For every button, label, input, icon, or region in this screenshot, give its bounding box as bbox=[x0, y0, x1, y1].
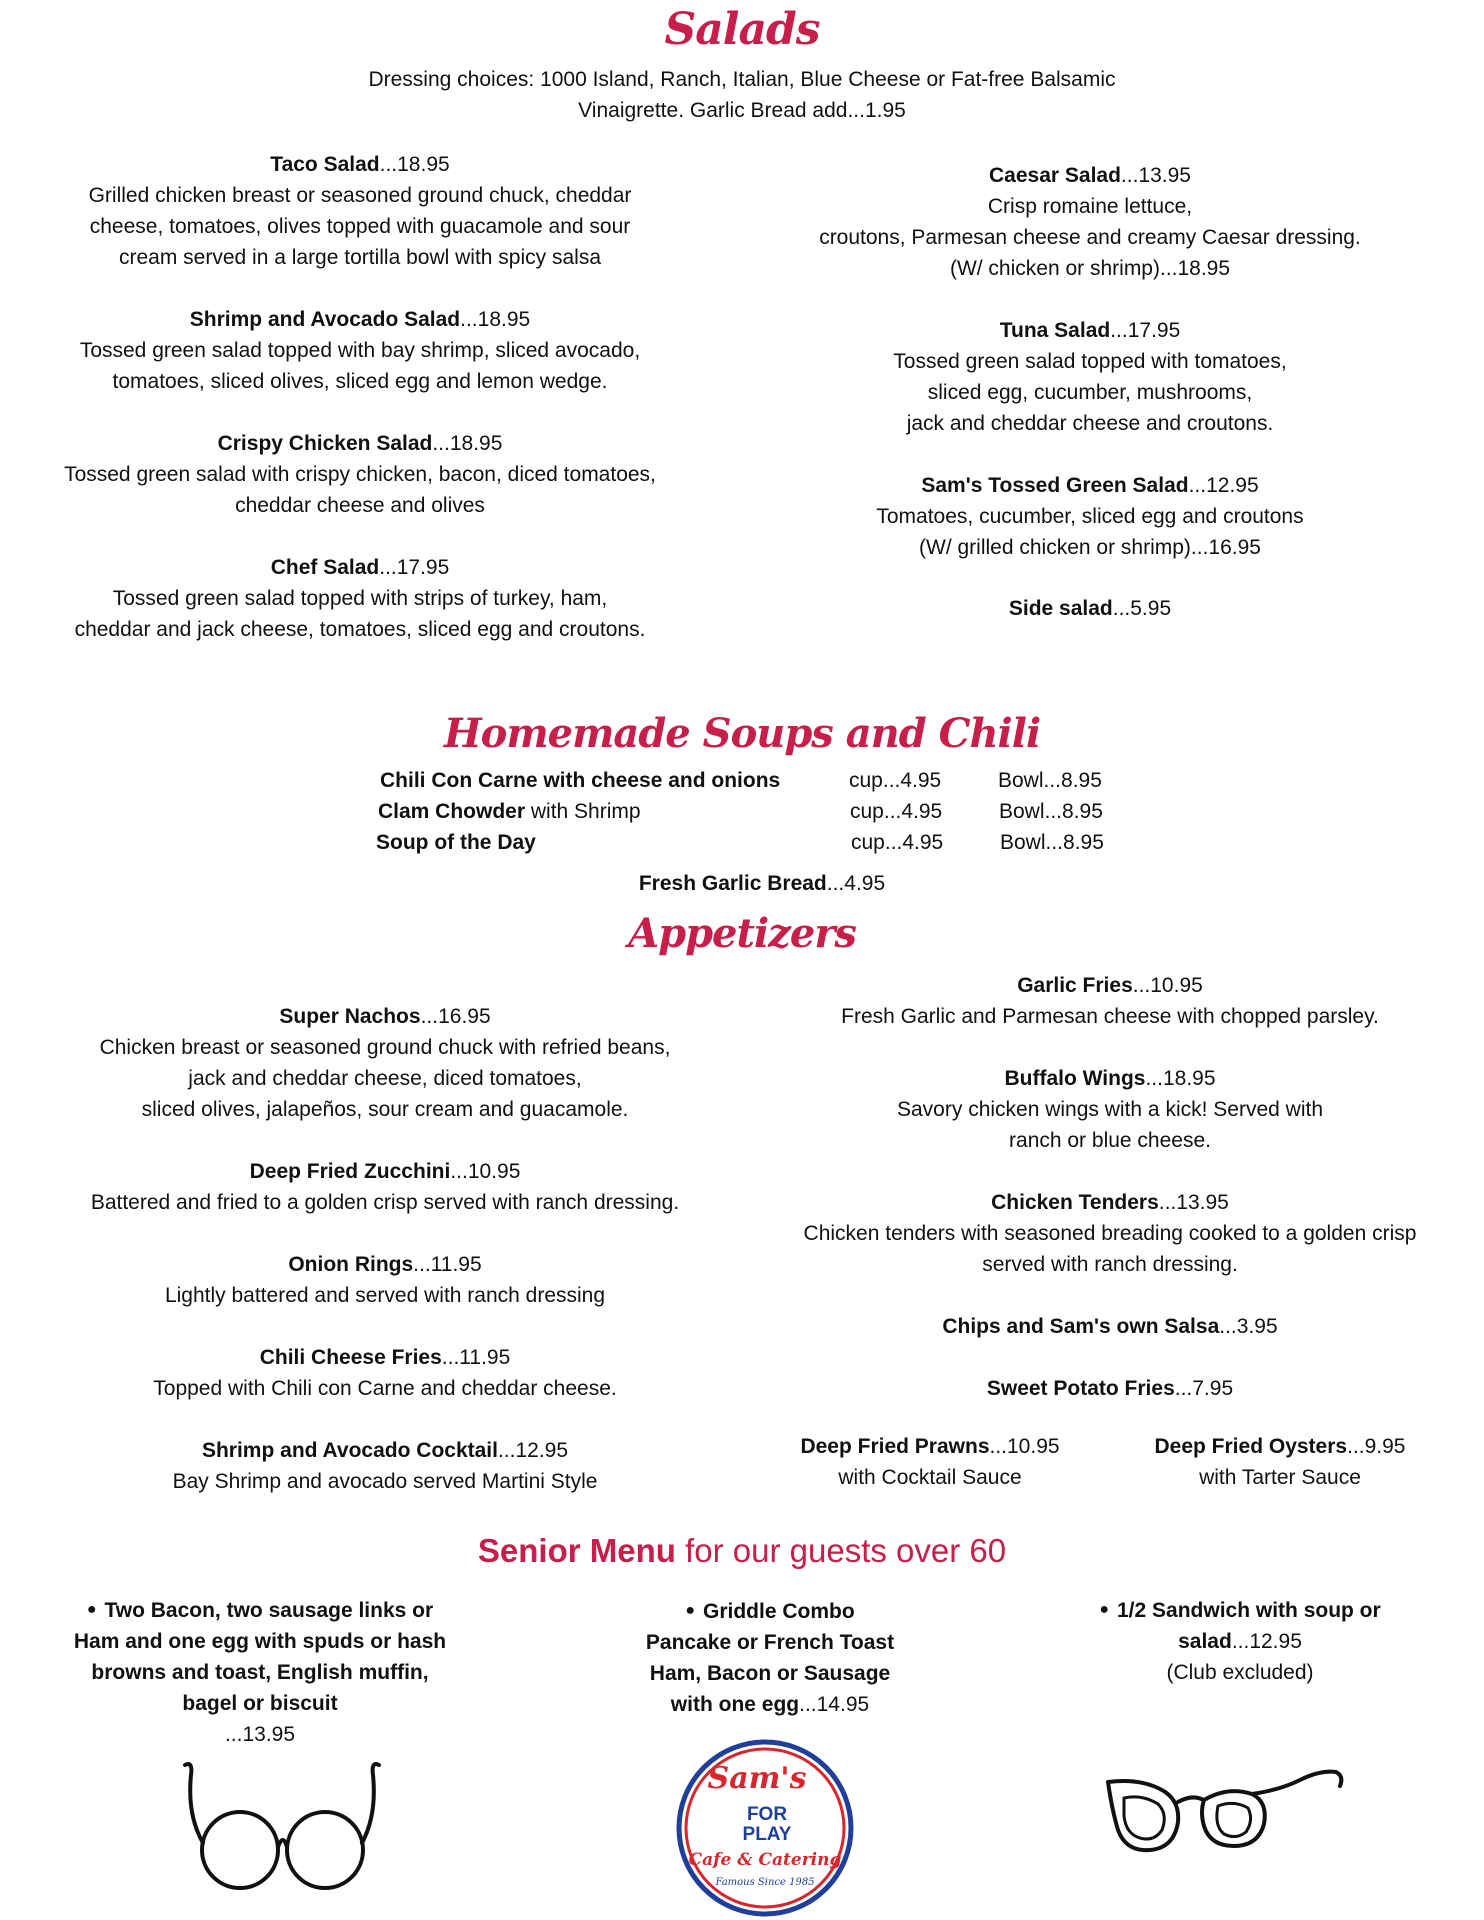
item-desc: Chicken tenders with seasoned breading cooked to a golden crisp bbox=[803, 1222, 1417, 1245]
item-desc: sliced olives, jalapeños, sour cream and guacamole. bbox=[141, 1098, 629, 1121]
item-price: ...4.95 bbox=[826, 872, 886, 895]
soup-bowl-price: Bowl...8.95 bbox=[999, 800, 1103, 823]
item-name: Chili Cheese Fries bbox=[259, 1346, 442, 1369]
item-name: Garlic Fries bbox=[1017, 974, 1133, 997]
item-desc: Chicken breast or seasoned ground chuck with refried beans, bbox=[99, 1036, 671, 1059]
svg-text:Famous Since 1985: Famous Since 1985 bbox=[715, 1877, 815, 1888]
menu-item-deep-fried-prawns bbox=[760, 1431, 1100, 1493]
item-desc: Lightly battered and served with ranch dressing bbox=[164, 1284, 606, 1307]
item-price: ...12.95 bbox=[1231, 1630, 1302, 1653]
item-name: Side salad bbox=[1008, 597, 1113, 620]
item-price: ...17.95 bbox=[379, 556, 450, 579]
menu-item-shrimp-avocado-salad bbox=[20, 304, 700, 397]
menu-item-onion-rings bbox=[45, 1249, 725, 1311]
item-desc: served with ranch dressing. bbox=[982, 1253, 1238, 1276]
senior-item-breakfast: ● Two Bacon, two sausage links or Ham and one egg with spuds or hash browns and toast, English muffin, bagel or biscuit ...13.95 bbox=[40, 1594, 480, 1750]
soup-cup-price: cup...4.95 bbox=[850, 800, 943, 823]
menu-item-super-nachos bbox=[45, 1001, 725, 1125]
senior-item-half-sandwich: ● 1/2 Sandwich with soup or salad...12.95 (Club excluded) bbox=[1040, 1594, 1440, 1688]
item-price: ...10.95 bbox=[450, 1160, 521, 1183]
item-desc: Battered and fried to a golden crisp served with ranch dressing. bbox=[90, 1191, 680, 1214]
item-desc: cheese, tomatoes, olives topped with guacamole and sour bbox=[89, 215, 631, 238]
menu-item-sams-tossed-green-salad bbox=[745, 470, 1435, 563]
item-desc: Crisp romaine lettuce, bbox=[987, 195, 1193, 218]
item-name: Caesar Salad bbox=[989, 164, 1121, 187]
soups-title: Homemade Soups and Chili bbox=[443, 710, 1041, 757]
dressing-line-2: Vinaigrette. Garlic Bread add...1.95 bbox=[578, 99, 906, 122]
item-price: ...18.95 bbox=[1145, 1067, 1216, 1090]
menu-item-chef-salad bbox=[20, 552, 700, 645]
item-name: Fresh Garlic Bread bbox=[638, 872, 827, 895]
item-desc: cheddar cheese and olives bbox=[235, 494, 485, 517]
soup-bowl-price: Bowl...8.95 bbox=[1000, 831, 1104, 854]
item-desc: tomatoes, sliced olives, sliced egg and lemon wedge. bbox=[112, 370, 608, 393]
item-desc: (W/ chicken or shrimp)...18.95 bbox=[949, 257, 1231, 280]
item-price: ...9.95 bbox=[1347, 1435, 1406, 1458]
soup-name: Clam Chowder with Shrimp bbox=[378, 800, 641, 823]
menu-item-garlic-fries bbox=[760, 970, 1460, 1032]
item-desc: with Cocktail Sauce bbox=[838, 1466, 1022, 1489]
item-price: ...12.95 bbox=[1188, 474, 1259, 497]
item-price: ...12.95 bbox=[497, 1439, 569, 1462]
item-price: ...10.95 bbox=[989, 1435, 1060, 1458]
item-price: ...16.95 bbox=[420, 1005, 491, 1028]
item-desc: Savory chicken wings with a kick! Served with bbox=[897, 1098, 1323, 1121]
menu-item-taco-salad bbox=[20, 149, 700, 273]
item-desc: jack and cheddar cheese, diced tomatoes, bbox=[188, 1067, 582, 1090]
svg-text:FOR: FOR bbox=[746, 1804, 788, 1825]
senior-item-griddle-combo: ● Griddle Combo Pancake or French Toast Ham, Bacon or Sausage with one egg...14.95 bbox=[645, 1600, 895, 1716]
menu-item-tuna-salad bbox=[745, 315, 1435, 439]
svg-text:Sam's: Sam's bbox=[707, 1761, 807, 1796]
item-desc: Bay Shrimp and avocado served Martini Style bbox=[172, 1470, 598, 1493]
item-name: Sweet Potato Fries bbox=[986, 1377, 1175, 1400]
item-name: Deep Fried Oysters bbox=[1154, 1435, 1348, 1458]
item-price: ...11.95 bbox=[413, 1253, 482, 1276]
bullet-icon: ● bbox=[685, 1602, 695, 1619]
bullet-icon: ● bbox=[86, 1601, 97, 1618]
item-price: ...5.95 bbox=[1112, 597, 1172, 620]
soup-cup-price: cup...4.95 bbox=[849, 769, 942, 792]
item-desc: (W/ grilled chicken or shrimp)...16.95 bbox=[919, 536, 1261, 559]
item-name: Tuna Salad bbox=[999, 319, 1111, 342]
item-name: Taco Salad bbox=[270, 153, 380, 176]
soup-name: Soup of the Day bbox=[376, 831, 536, 854]
item-desc: sliced egg, cucumber, mushrooms, bbox=[927, 381, 1253, 404]
item-price: ...18.95 bbox=[460, 308, 531, 331]
item-desc: Tossed green salad topped with bay shrimp, sliced avocado, bbox=[79, 339, 641, 362]
salads-title: Salads bbox=[664, 4, 820, 55]
menu-item-chili-cheese-fries bbox=[45, 1342, 725, 1404]
menu-item-caesar-salad bbox=[745, 160, 1435, 284]
item-name: Crispy Chicken Salad bbox=[217, 432, 433, 455]
item-name: Chef Salad bbox=[270, 556, 380, 579]
soup-row bbox=[0, 827, 1484, 858]
item-desc: cheddar and jack cheese, tomatoes, sliced egg and croutons. bbox=[74, 618, 646, 641]
item-desc: ranch or blue cheese. bbox=[1009, 1129, 1211, 1152]
menu-item-sweet-potato-fries bbox=[760, 1373, 1460, 1404]
menu-item-shrimp-avocado-cocktail bbox=[45, 1435, 725, 1497]
item-desc: Grilled chicken breast or seasoned ground chuck, cheddar bbox=[88, 184, 632, 207]
item-price: ...10.95 bbox=[1132, 974, 1203, 997]
soup-row bbox=[0, 796, 1484, 827]
menu-item-deep-fried-oysters bbox=[1110, 1431, 1450, 1493]
item-price: ...3.95 bbox=[1219, 1315, 1278, 1338]
item-desc: Tossed green salad topped with strips of turkey, ham, bbox=[112, 587, 608, 610]
menu-item-chicken-tenders bbox=[760, 1187, 1460, 1280]
item-name: Chicken Tenders bbox=[991, 1191, 1159, 1214]
item-desc: croutons, Parmesan cheese and creamy Caesar dressing. bbox=[819, 226, 1361, 249]
svg-text:PLAY: PLAY bbox=[742, 1824, 792, 1845]
menu-item-fresh-garlic-bread bbox=[0, 872, 1484, 896]
item-desc: Tomatoes, cucumber, sliced egg and croutons bbox=[876, 505, 1304, 528]
soup-bowl-price: Bowl...8.95 bbox=[998, 769, 1102, 792]
item-name: Chips and Sam's own Salsa bbox=[942, 1315, 1220, 1338]
item-name: Super Nachos bbox=[279, 1005, 421, 1028]
item-price: ...13.95 bbox=[1158, 1191, 1229, 1214]
menu-item-deep-fried-zucchini bbox=[45, 1156, 725, 1218]
dressing-line-1: Dressing choices: 1000 Island, Ranch, Italian, Blue Cheese or Fat-free Balsamic bbox=[368, 68, 1116, 91]
item-desc: Tossed green salad topped with tomatoes, bbox=[893, 350, 1287, 373]
item-name: Shrimp and Avocado Salad bbox=[189, 308, 461, 331]
item-price: ...7.95 bbox=[1174, 1377, 1234, 1400]
item-name: Sam's Tossed Green Salad bbox=[921, 474, 1189, 497]
item-name: Onion Rings bbox=[288, 1253, 414, 1276]
soup-name: Chili Con Carne with cheese and onions bbox=[380, 769, 781, 792]
item-name: Deep Fried Prawns bbox=[800, 1435, 990, 1458]
sams-for-play-logo bbox=[675, 1738, 855, 1918]
round-glasses-icon bbox=[175, 1755, 395, 1910]
item-price: ...17.95 bbox=[1110, 319, 1181, 342]
item-price: ...14.95 bbox=[799, 1693, 870, 1716]
item-name: Deep Fried Zucchini bbox=[249, 1160, 451, 1183]
menu-item-crispy-chicken-salad bbox=[20, 428, 700, 521]
item-name: Shrimp and Avocado Cocktail bbox=[201, 1439, 498, 1462]
item-price: ...18.95 bbox=[379, 153, 450, 176]
svg-text:Cafe & Catering: Cafe & Catering bbox=[688, 1850, 842, 1870]
cat-eye-glasses-icon bbox=[1100, 1750, 1350, 1865]
menu-item-side-salad bbox=[745, 593, 1435, 624]
item-price: ...13.95 bbox=[224, 1723, 296, 1746]
item-desc: Fresh Garlic and Parmesan cheese with chopped parsley. bbox=[841, 1005, 1379, 1028]
menu-item-buffalo-wings bbox=[760, 1063, 1460, 1156]
item-name: Buffalo Wings bbox=[1004, 1067, 1146, 1090]
bullet-icon: ● bbox=[1099, 1601, 1109, 1618]
item-desc: Topped with Chili con Carne and cheddar cheese. bbox=[153, 1377, 617, 1400]
item-desc: cream served in a large tortilla bowl with spicy salsa bbox=[118, 246, 602, 269]
item-price: ...13.95 bbox=[1120, 164, 1191, 187]
senior-menu-title: Senior Menu for our guests over 60 bbox=[477, 1532, 1007, 1569]
item-desc: jack and cheddar cheese and croutons. bbox=[906, 412, 1274, 435]
item-note: (Club excluded) bbox=[1166, 1661, 1314, 1684]
item-price: ...11.95 bbox=[441, 1346, 511, 1369]
appetizers-title: Appetizers bbox=[628, 910, 856, 957]
item-desc: Tossed green salad with crispy chicken, bacon, diced tomatoes, bbox=[64, 463, 656, 486]
item-price: ...18.95 bbox=[432, 432, 503, 455]
soup-cup-price: cup...4.95 bbox=[851, 831, 944, 854]
menu-item-chips-salsa bbox=[760, 1311, 1460, 1342]
soup-row bbox=[0, 765, 1484, 796]
item-desc: with Tarter Sauce bbox=[1199, 1466, 1361, 1489]
